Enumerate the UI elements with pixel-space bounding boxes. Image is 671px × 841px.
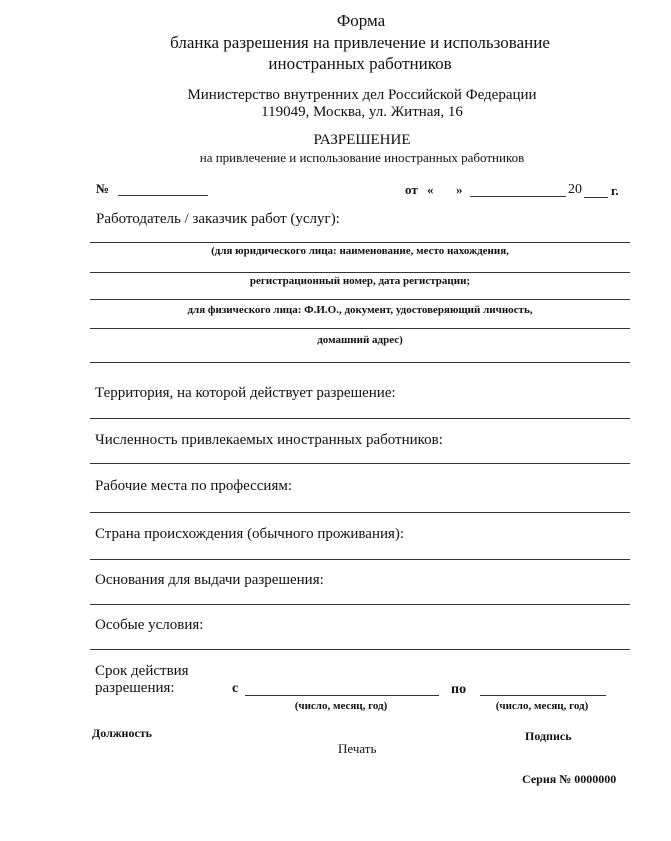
validity-to-label: по xyxy=(451,682,467,697)
quote-open: « xyxy=(427,182,434,197)
employer-hint-3: для физического лица: Ф.И.О., документ, удостоверяющий личность, xyxy=(187,304,533,316)
workers-count-line[interactable] xyxy=(90,463,630,464)
validity-from-field[interactable] xyxy=(245,695,439,696)
professions-line[interactable] xyxy=(90,512,630,513)
document-title: РАЗРЕШЕНИЕ xyxy=(313,132,411,148)
stamp-label: Печать xyxy=(338,741,377,756)
employer-line-2[interactable] xyxy=(90,272,630,273)
validity-to-hint: (число, месяц, год) xyxy=(495,700,589,712)
date-month-field[interactable] xyxy=(470,196,566,197)
year-prefix: 20 xyxy=(568,182,582,197)
signature-label: Подпись xyxy=(525,729,572,743)
territory-line[interactable] xyxy=(90,418,630,419)
employer-line-3[interactable] xyxy=(90,299,630,300)
validity-from-label: с xyxy=(232,681,239,696)
grounds-label: Основания для выдачи разрешения: xyxy=(95,572,324,588)
ministry-address: 119049, Москва, ул. Житная, 16 xyxy=(261,104,463,120)
employer-hint-2: регистрационный номер, дата регистрации; xyxy=(249,275,471,287)
employer-line-4[interactable] xyxy=(90,328,630,329)
form-title-line2: бланка разрешения на привлечение и использование xyxy=(170,33,550,52)
origin-country-line[interactable] xyxy=(90,559,630,560)
origin-country-label: Страна происхождения (обычного проживания): xyxy=(95,526,405,542)
form-title: Форма xyxy=(336,11,386,30)
form-title-line3: иностранных работников xyxy=(268,54,452,73)
validity-from-hint: (число, месяц, год) xyxy=(294,700,388,712)
quote-close: » xyxy=(456,182,463,197)
validity-label-1: Срок действия xyxy=(95,663,189,679)
special-conditions-line[interactable] xyxy=(90,649,630,650)
number-field[interactable] xyxy=(118,195,208,196)
validity-label-2: разрешения: xyxy=(95,680,175,696)
special-conditions-label: Особые условия: xyxy=(95,617,204,633)
series-number: Серия № 0000000 xyxy=(522,772,617,786)
territory-label: Территория, на которой действует разрешение: xyxy=(95,385,396,401)
ministry-name: Министерство внутренних дел Российской Федерации xyxy=(187,87,537,103)
employer-label: Работодатель / заказчик работ (услуг): xyxy=(96,211,340,227)
date-from-label: от xyxy=(405,182,418,197)
number-label: № xyxy=(96,181,110,196)
year-field[interactable] xyxy=(584,197,608,198)
workers-count-label: Численность привлекаемых иностранных работников: xyxy=(95,432,443,448)
employer-hint-1: (для юридического лица: наименование, место нахождения, xyxy=(211,245,509,257)
document-subtitle: на привлечение и использование иностранных работников xyxy=(199,150,525,165)
professions-label: Рабочие места по профессиям: xyxy=(95,478,293,494)
employer-line-5[interactable] xyxy=(90,362,630,363)
validity-to-field[interactable] xyxy=(480,695,606,696)
year-suffix: г. xyxy=(611,183,619,198)
position-label: Должность xyxy=(92,726,153,740)
employer-hint-4: домашний адрес) xyxy=(317,334,403,346)
grounds-line[interactable] xyxy=(90,604,630,605)
employer-line-1[interactable] xyxy=(90,242,630,243)
